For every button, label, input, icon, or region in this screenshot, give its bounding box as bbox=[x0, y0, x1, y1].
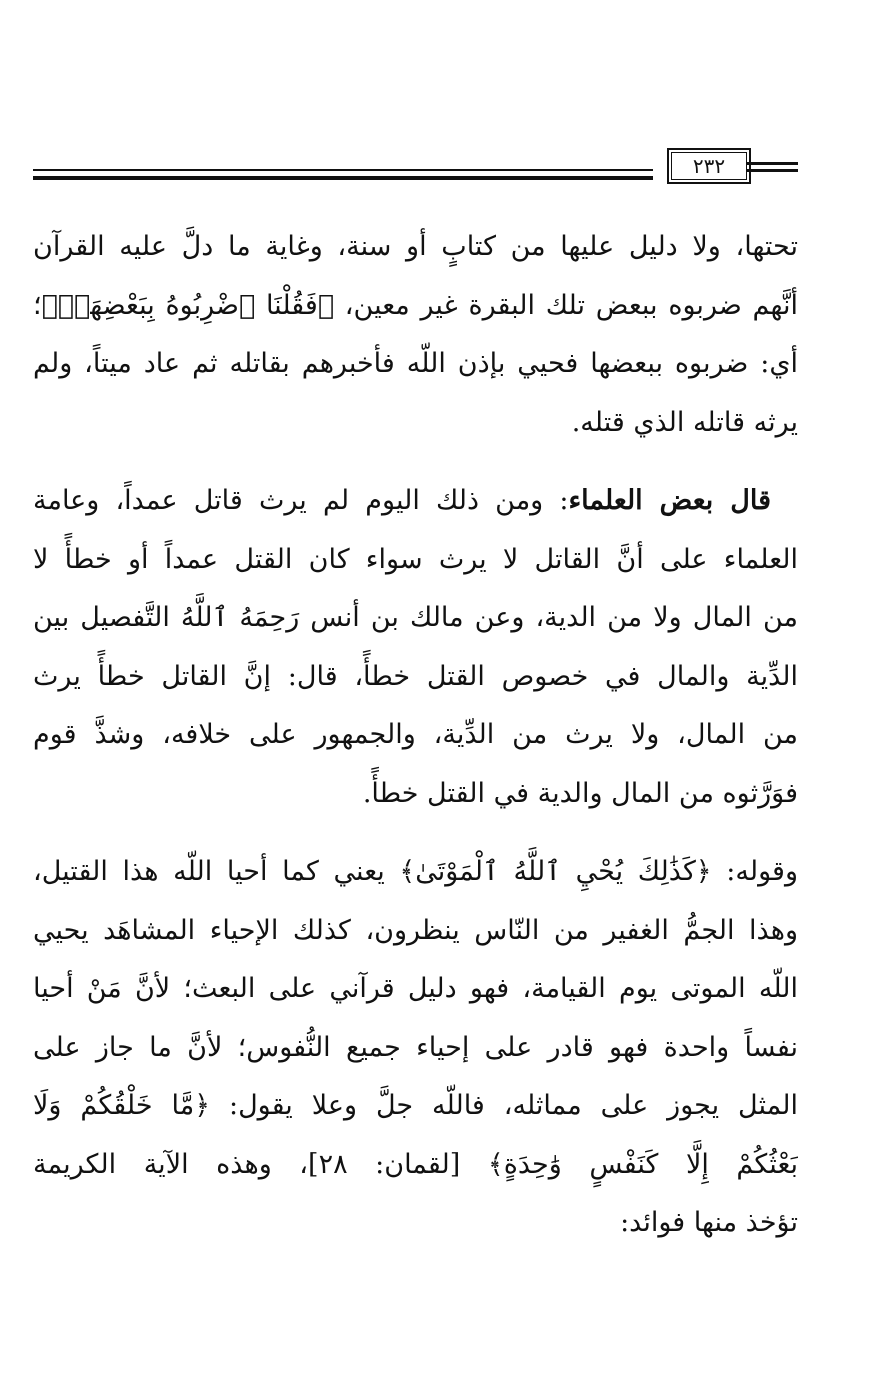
paragraph-3 bbox=[33, 843, 798, 1253]
text-line: اللّه الموتى يوم القيامة، فهو دليل قرآني على البعث؛ لأنَّ مَنْ أحيا bbox=[33, 973, 798, 1004]
text-line: الدِّية والمال في خصوص القتل خطأً، قال: إنَّ القاتل خطأً يرث bbox=[33, 660, 798, 692]
paragraph-1 bbox=[33, 218, 798, 452]
paragraph-2 bbox=[33, 472, 798, 823]
text-line: من المال، ولا يرث من الدِّية، والجمهور على خلافه، وشذَّ قوم bbox=[33, 719, 798, 750]
text-line: تحتها، ولا دليل عليها من كتابٍ أو سنة، وغاية ما دلَّ عليه القرآن bbox=[33, 231, 798, 262]
page-body bbox=[33, 218, 798, 1253]
text-span: : ومن ذلك اليوم لم يرث قاتل عمداً، وعامة bbox=[33, 485, 569, 516]
text-line: أي: ضربوه ببعضها فحيي بإذن اللّه فأخبرهم بقاتله ثم عاد ميتاً، ولم bbox=[33, 348, 798, 379]
text-line: فوَرَّثوه من المال والدية في القتل خطأً. bbox=[362, 777, 798, 809]
text-line: من المال ولا من الدية، وعن مالك بن أنس رَحِمَهُ ٱللَّهُ التَّفصيل بين bbox=[33, 602, 798, 633]
header-rule-right-bottom bbox=[746, 169, 798, 172]
text-line: وقوله: ﴿كَذَٰلِكَ يُحْيِ ٱللَّهُ ٱلْمَوْتَىٰ﴾ يعني كما أحيا اللّه هذا القتيل، bbox=[33, 856, 798, 887]
text-line: العلماء على أنَّ القاتل لا يرث سواء كان القتل عمداً أو خطأً لا bbox=[33, 543, 798, 575]
text-line: بَعْثُكُمْ إِلَّا كَنَفْسٍ وَٰحِدَةٍ﴾ [لقمان: ٢٨]، وهذه الآية الكريمة bbox=[33, 1148, 798, 1180]
page-header bbox=[33, 148, 798, 184]
text-line: تؤخذ منها فوائد: bbox=[620, 1207, 798, 1238]
header-rule-thin bbox=[33, 169, 653, 171]
text-line bbox=[33, 472, 798, 531]
page-number-box bbox=[667, 148, 751, 184]
header-rule-right-top bbox=[746, 162, 798, 165]
page-number: ٢٣٢ bbox=[692, 154, 726, 178]
text-line: نفساً واحدة فهو قادر على إحياء جميع النُّفوس؛ لأنَّ ما جاز على bbox=[33, 1031, 798, 1063]
text-line: المثل يجوز على مماثله، فاللّه جلَّ وعلا يقول: ﴿مَّا خَلْقُكُمْ وَلَا bbox=[33, 1090, 798, 1121]
header-rule-thick bbox=[33, 176, 653, 180]
text-line: وهذا الجمُّ الغفير من النّاس ينظرون، كذلك الإحياء المشاهَد يحيي bbox=[33, 914, 798, 946]
text-line: يرثه قاتله الذي قتله. bbox=[571, 406, 798, 438]
text-line: أنَّهم ضربوه ببعض تلك البقرة غير معين، ﴿فَقُلْنَا ٱضْرِبُوهُ بِبَعْضِهَاۚ﴾؛ bbox=[33, 289, 798, 321]
bold-lead: قال بعض العلماء bbox=[568, 485, 771, 516]
